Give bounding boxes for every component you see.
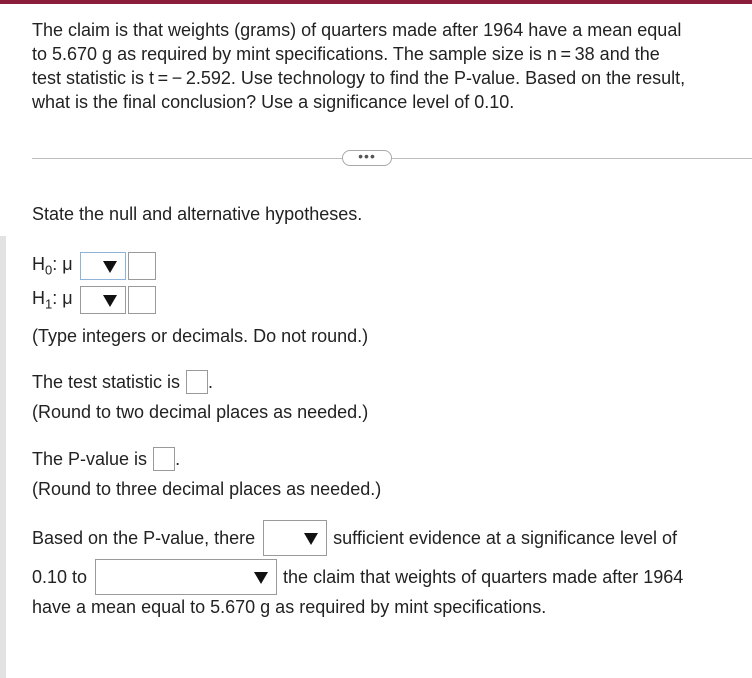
test-statistic-row xyxy=(32,370,213,394)
alternative-hypothesis-sign-dropdown[interactable] xyxy=(80,286,126,314)
divider xyxy=(32,158,342,159)
conclusion-row-2 xyxy=(32,559,683,595)
hypotheses-hint: (Type integers or decimals. Do not round.) xyxy=(32,326,369,346)
null-hypothesis-row xyxy=(32,252,156,280)
question-text xyxy=(32,18,747,114)
p-value-hint: (Round to three decimal places as needed.) xyxy=(32,479,382,499)
p-value-label: The P-value is xyxy=(32,448,148,469)
alternative-hypothesis-row xyxy=(32,286,156,314)
question-line: test statistic is t = − 2.592. Use technology to find the P-value. Based on the result, xyxy=(32,68,686,88)
hypotheses-prompt: State the null and alternative hypotheses. xyxy=(32,204,363,224)
dropdown-arrow-icon xyxy=(254,572,268,584)
conclusion-text: have a mean equal to 5.670 g as required by mint specifications. xyxy=(32,597,547,617)
test-statistic-label: The test statistic is xyxy=(32,371,181,392)
dropdown-arrow-icon xyxy=(103,295,117,307)
period: . xyxy=(208,371,214,392)
p-value-row xyxy=(32,447,180,471)
question-line: to 5.670 g as required by mint specifications. The sample size is n = 38 and the xyxy=(32,44,660,64)
question-line: what is the final conclusion? Use a significance level of 0.10. xyxy=(32,92,515,112)
conclusion-row-1 xyxy=(32,520,677,556)
p-value-input[interactable] xyxy=(153,447,175,471)
conclusion-text: 0.10 to xyxy=(32,566,88,587)
alternative-hypothesis-label: $H_1$: μ xyxy=(32,288,73,312)
question-line: The claim is that weights (grams) of quarters made after 1964 have a mean equal xyxy=(32,20,682,40)
evidence-dropdown[interactable] xyxy=(263,520,327,556)
conclusion-text: Based on the P-value, there xyxy=(32,527,256,548)
divider xyxy=(392,158,752,159)
test-statistic-hint: (Round to two decimal places as needed.) xyxy=(32,402,369,422)
claim-action-dropdown[interactable] xyxy=(95,559,277,595)
conclusion-text: the claim that weights of quarters made after 1964 xyxy=(283,566,684,587)
more-options-button[interactable]: ••• xyxy=(342,150,392,166)
conclusion-text: sufficient evidence at a significance level of xyxy=(333,527,678,548)
dropdown-arrow-icon xyxy=(103,261,117,273)
top-accent-bar xyxy=(0,0,752,4)
null-hypothesis-sign-dropdown[interactable] xyxy=(80,252,126,280)
period: . xyxy=(175,448,181,469)
scroll-track[interactable] xyxy=(0,236,6,678)
test-statistic-input[interactable] xyxy=(186,370,208,394)
dropdown-arrow-icon xyxy=(304,533,318,545)
null-hypothesis-value-input[interactable] xyxy=(128,252,156,280)
null-hypothesis-label: $H_0$: μ xyxy=(32,254,73,278)
alternative-hypothesis-value-input[interactable] xyxy=(128,286,156,314)
